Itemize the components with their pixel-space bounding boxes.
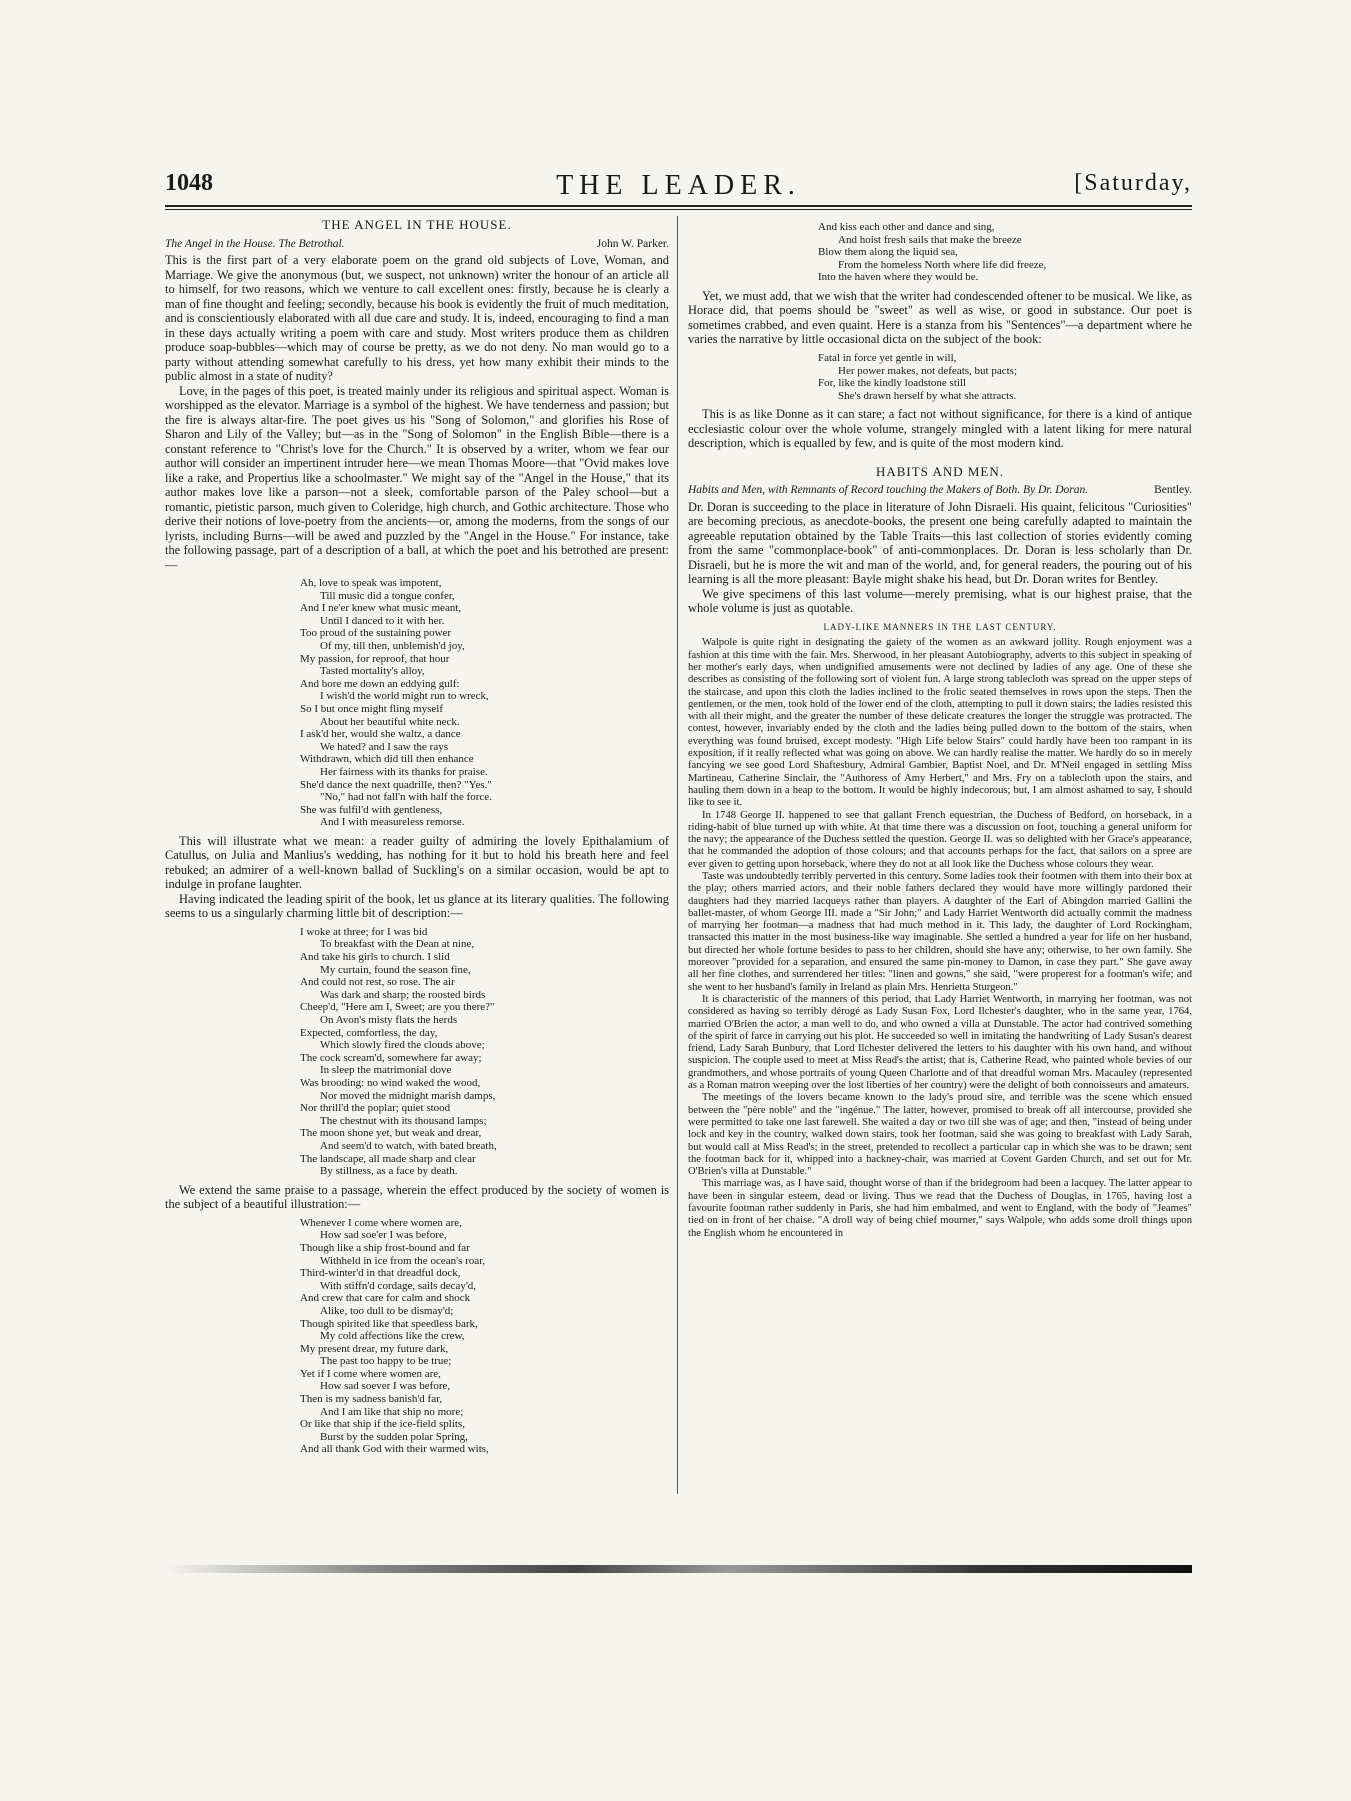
quoted-paragraph: It is characteristic of the manners of this period, that Lady Harriet Wentworth, in marrying her footman, was not considered as having so terribly dérogé as Lady Susan Fox, Lord Ilchester's daughter, who in the same year, 1764, married O'Brien the actor, a man well to do, and who owned a villa at Dunstable. The actor had contrived something of the spirit of farce in carrying out his plot. He succeeded so well in imitating the handwriting of Lady Susan's dearest friend, Lady Sarah Bunbury, that Lord Ilchester delivered the letters to his daughter with his own hand, and without suspicion. The couple used to meet at Miss Read's the artist; that is, Catherine Read, who painted whole bevies of our grandmothers, and whose portraits of young Queen Charlotte and of that dreadful woman Mrs. Macauley (represented as a Roman matron weeping over the lost liberties of her country) were the delight of both connoisseurs and amateurs. xyxy=(688,993,1192,1092)
verse-line: I ask'd her, would she waltz, a dance xyxy=(300,728,461,741)
verse-line: About her beautiful white neck. xyxy=(320,715,460,728)
verse-line: The cock scream'd, somewhere far away; xyxy=(300,1051,482,1064)
paragraph: We extend the same praise to a passage, wherein the effect produced by the society of women is the subject of a beautiful illustration:— xyxy=(165,1182,669,1212)
verse-line: Of my, till then, unblemish'd joy, xyxy=(320,639,465,652)
newspaper-title: THE LEADER. xyxy=(556,170,801,201)
verse-line: From the homeless North where life did freeze, xyxy=(838,258,1047,271)
verse-line: Till music did a tongue confer, xyxy=(320,589,455,602)
quoted-paragraph: The meetings of the lovers became known to the lady's proud sire, and terrible was the scene which ensued between the "père noble" and the "ingénue." The latter, however, promised to break off all intercourse, provided she were permitted to take one last farewell. She waited a day or two till she was of age; and then, "instead of being under lock and key in the country, walked down stairs, took her footman, said she was going to breakfast with Lady Sarah, but would call at Miss Read's; in the street, pretended to recollect a particular cap in which she was to be drawn; sent the footman back for it, whipped into a hackney-chair, was married at Covent Garden Church, and set out for Mr. O'Brien's villa at Dunstable." xyxy=(688,1092,1192,1178)
verse-quote xyxy=(165,577,669,829)
left-column xyxy=(165,216,669,1461)
verse-quote xyxy=(165,1217,669,1456)
dateline: [Saturday, xyxy=(1074,170,1192,196)
verse-line: And I with measureless remorse. xyxy=(320,816,465,829)
verse-line: Alike, too dull to be dismay'd; xyxy=(320,1304,454,1317)
verse-line: Expected, comfortless, the day, xyxy=(300,1026,438,1039)
masthead-rule-thin xyxy=(165,209,1192,210)
verse-line: Tasted mortality's alloy, xyxy=(320,665,425,678)
verse-line: We hated? and I saw the rays xyxy=(320,740,449,753)
paragraph: Dr. Doran is succeeding to the place in literature of John Disraeli. His quaint, felicitous "Curiosities" are becoming precious, as anecdote-books, the present one being carefully adapted to maintain the agreeable reputation obtained by the Table Traits—this last collection of stories evidently coming from the same "commonplace-book" of anti-commonplaces. Dr. Doran is less scholarly than Dr. Disraeli, but he is more the wit and man of the world, and, for general readers, the pouring out of his learning is all the more pleasant: Bayle might shake his head, but Dr. Doran writes for Bentley. xyxy=(688,499,1192,587)
verse-line: Third-winter'd in that dreadful dock, xyxy=(300,1267,461,1280)
verse-line: My present drear, my future dark, xyxy=(300,1342,449,1355)
quoted-paragraph: Taste was undoubtedly terribly perverted in this century. Some ladies took their footmen with them into their box at the play; others married actors, and their noble fathers declared they would have more willingly pardoned their daughters had they married lacqueys rather than players. A daughter of the Earl of Abingdon married Gallini the ballet-master, of whom George III. made a "Sir John;" and Lady Harriet Wentworth did actually commit the madness of marrying her footman—a madness that had much method in it. This lady, the daughter of Lord Rockingham, transacted this matter in the most business-like way imaginable. She settled a hundred a year for life on her husband, but directed her whole fortune besides to pass to her children, should she have any; otherwise, to her own family. She moreover "provided for a separation, and ensured the same pin-money to Damon, in case they part." She gave away all her fine clothes, and surrendered her titles: "linen and gowns," she said, "were properest for a footman's wife; and she went to her husband's family in Ireland as plain Mrs. Henrietta Sturgeon." xyxy=(688,870,1192,993)
paragraph: This will illustrate what we mean: a reader guilty of admiring the lovely Epithalamium of Catullus, on Julia and Manlius's wedding, has nothing for it but to hold his breath here and feel rebuked; an admirer of a well-known ballad of Suckling's on a similar occasion, would be apt to indulge in profane laughter. xyxy=(165,833,669,892)
verse-line: And I am like that ship no more; xyxy=(320,1405,464,1418)
verse-line: The chestnut with its thousand lamps; xyxy=(320,1114,487,1127)
verse-line: With stiffn'd cordage, sails decay'd, xyxy=(320,1279,477,1292)
verse-line: And seem'd to watch, with bated breath, xyxy=(320,1139,497,1152)
paragraph: This is as like Donne as it can stare; a fact not without significance, for there is a kind of antique ecclesiastic colour over the whole volume, strangely mingled with a latent liking for mere natural description, which is equalled by few, and is quite of the most modern kind. xyxy=(688,407,1192,451)
verse-line: Her power makes, not defeats, but pacts; xyxy=(838,364,1017,377)
verse-line: By stillness, as a face by death. xyxy=(320,1165,458,1178)
paragraph: We give specimens of this last volume—merely premising, what is our highest praise, that the whole volume is just as quotable. xyxy=(688,586,1192,616)
verse-line: My curtain, found the season fine, xyxy=(320,963,471,976)
scan-edge-artifact xyxy=(165,1565,1192,1573)
verse-line: To breakfast with the Dean at nine, xyxy=(320,938,475,951)
masthead-rule xyxy=(165,205,1192,207)
verse-line: On Avon's misty flats the herds xyxy=(320,1014,458,1027)
page-number: 1048 xyxy=(165,170,213,196)
article-byline xyxy=(165,237,669,252)
verse-line: Or like that ship if the ice-field splits, xyxy=(300,1418,465,1431)
verse-quote xyxy=(688,221,1192,284)
verse-line: She was fulfil'd with gentleness, xyxy=(300,803,443,816)
byline-work: The Angel in the House. The Betrothal. xyxy=(165,237,345,250)
verse-line: So I but once might fling myself xyxy=(300,702,443,715)
verse-line: Blow them along the liquid sea, xyxy=(818,246,958,259)
verse-line: How sad soe'er I was before, xyxy=(320,1229,447,1242)
article-byline xyxy=(688,483,1192,498)
verse-line: For, like the kindly loadstone still xyxy=(818,377,967,390)
right-column xyxy=(688,216,1192,1240)
verse-line: Withheld in ice from the ocean's roar, xyxy=(320,1254,486,1267)
verse-line: Withdrawn, which did till then enhance xyxy=(300,753,474,766)
article-heading-habits: HABITS AND MEN. xyxy=(875,463,1005,479)
verse-line: And all thank God with their warmed wits, xyxy=(300,1443,489,1456)
verse-line: Then is my sadness banish'd far, xyxy=(300,1393,443,1406)
quoted-paragraph: Walpole is quite right in designating the gaiety of the women as an awkward jollity. Rough enjoyment was a fashion at this time with the fair. Mrs. Sherwood, in her pleasant Autobiography, adverts to this subject in speaking of her mother's early days, when undignified amusements were not declined by ladies of any age. One of these she describes as consisting of the following sort of violent fun. A large strong tablecloth was spread on the upper steps of the staircase, and upon this cloth the ladies inclined to the frolic seated themselves in rows upon the steps. Then the gentlemen, or the men, took hold of the lower end of the cloth, attempting to pull it down stairs; the ladies resisted this with all their might, and the greater the number of these delicate creatures the longer the struggle was protracted. The contest, however, invariably ended by the cloth and the ladies being pulled down to the bottom of the stairs, when everything was found bruised, except modesty. "High Life below Stairs" could hardly have been too rampant in its exposition, if it really reflected what was going on above. We can hardly realise the matter. We hardly do so in merely fancying we see good Lord Shaftesbury, Admiral Gambier, Baptist Noel, and Dr. M'Neil engaged in settling Miss Martineau, Catherine Sinclair, the "Authoress of Amy Herbert," and Mrs. Fry on a tablecloth upon the stairs, and hauling them down in a heap to the bottom. It would be highly indecorous; but, I am almost ashamed to say, I should like to see it. xyxy=(688,637,1192,809)
verse-quote xyxy=(688,352,1192,402)
verse-line: "No," had not fall'n with half the force. xyxy=(320,791,492,804)
verse-line: My passion, for reproof, that hour xyxy=(300,652,450,665)
column-divider xyxy=(677,216,678,1494)
verse-line: And kiss each other and dance and sing, xyxy=(818,221,995,233)
verse-line: Fatal in force yet gentle in will, xyxy=(818,351,957,364)
paragraph: Yet, we must add, that we wish that the writer had condescended oftener to be musical. We like, as Horace did, that poems should be "sweet" as well as wise, or good in substance. Our poet is sometimes crabbed, and even quaint. Here is a stanza from his "Sentences"—a department where he varies the narrative by little occasional dicta on the subject of the book: xyxy=(688,288,1192,347)
verse-line: I woke at three; for I was bid xyxy=(300,925,428,938)
section-subheading: LADY-LIKE MANNERS IN THE LAST CENTURY. xyxy=(823,621,1057,632)
quoted-paragraph: In 1748 George II. happened to see that gallant French equestrian, the Duchess of Bedford, on horseback, in a riding-habit of blue turned up with white. At that time there was a discussion on foot, touching a general uniform for the navy; the appearance of the Duchess settled the question. George II. was so delighted with her Grace's appearance, that he commanded the adoption of those colours; and that accounts perhaps for the fact, that sailors on a spree are ever given to getting upon horseback, where they do not at all look like the Duchess whose colours they wear. xyxy=(688,809,1192,870)
verse-line: Too proud of the sustaining power xyxy=(300,627,452,640)
paragraph: Having indicated the leading spirit of the book, let us glance at its literary qualities. The following seems to us a singularly charming little bit of description:— xyxy=(165,891,669,921)
verse-line: Cheep'd, "Here am I, Sweet; are you there?" xyxy=(300,1001,495,1014)
verse-line: Whenever I come where women are, xyxy=(300,1216,462,1229)
byline-publisher: Bentley. xyxy=(1154,484,1192,497)
verse-line: The past too happy to be true; xyxy=(320,1355,452,1368)
verse-line: My cold affections like the crew, xyxy=(320,1330,465,1343)
byline-publisher: John W. Parker. xyxy=(596,237,669,250)
paragraph: Love, in the pages of this poet, is treated mainly under its religious and spiritual aspect. Woman is worshipped as the elevator. Marriage is a symbol of the highest. We have tenderness and passion; but the fire is always altar-fire. The poet gives us his "Song of Solomon," and glorifies his Rose of Sharon and Lily of the Valley; but—as in the "Song of Solomon" in the English Bible—there is a constant reference to "Christ's love for the Church." It is observed by a writer, whom we fear our author will consider an impertinent intruder here—we mean Thomas Moore—that "Ovid makes love like a rake, and Propertius like a schoolmaster." We might say of the "Angel in the House," that its author makes love like a parson—not a sleek, comfortable parson of the Paley school—but a romantic, pietistic parson, much given to Coleridge, high church, and Gothic architecture. Those who derive their notions of love-poetry from the ancients—or, among the moderns, from the songs of our lyrists, including Burns—will be awed and puzzled by the "Angel in the House." For instance, take the following passage, part of a description of a ball, at which the poet and his betrothed are present:— xyxy=(165,383,669,572)
verse-line: She's drawn herself by what she attracts. xyxy=(838,389,1017,402)
verse-line: How sad soever I was before, xyxy=(320,1380,451,1393)
verse-line: Though spirited like that speedless bark, xyxy=(300,1317,478,1330)
verse-line: Was dark and sharp; the roosted birds xyxy=(320,988,486,1001)
paragraph: This is the first part of a very elaborate poem on the grand old subjects of Love, Woman, and Marriage. We give the anonymous (but, we suspect, not unknown) writer the honour of an article all to himself, for two reasons, which we venture to call excellent ones: firstly, because he is clearly a man of fine thought and feeling; secondly, because his book is evidently the fruit of much meditation, and is conscientiously elaborated with all due care and study. It is, indeed, encouraging to find a man in these days actually writing a poem with care and study. Most writers produce them as children produce soap-bubbles—which may of course be pretty, as we do not deny. No man would go to a party without attending somewhat carefully to his dress, yet how many exhibit their minds to the public almost in a state of nudity? xyxy=(165,253,669,383)
verse-quote xyxy=(165,926,669,1178)
article-heading-angel: THE ANGEL IN THE HOUSE. xyxy=(322,217,512,232)
verse-line: Nor thrill'd the poplar; quiet stood xyxy=(300,1102,451,1115)
verse-line: Until I danced to it with her. xyxy=(320,614,445,627)
verse-line: The landscape, all made sharp and clear xyxy=(300,1152,476,1165)
verse-line: And take his girls to church. I slid xyxy=(300,951,450,964)
verse-line: And crew that care for calm and shock xyxy=(300,1292,471,1305)
verse-line: The moon shone yet, but weak and drear, xyxy=(300,1127,482,1140)
verse-line: Burst by the sudden polar Spring, xyxy=(320,1430,468,1443)
verse-line: Was brooding: no wind waked the wood, xyxy=(300,1077,481,1089)
verse-line: I wish'd the world might run to wreck, xyxy=(320,690,489,703)
verse-line: And hoist fresh sails that make the breeze xyxy=(838,233,1022,246)
verse-line: Into the haven where they would be. xyxy=(818,271,979,284)
verse-line: Which slowly fired the clouds above; xyxy=(320,1039,485,1052)
verse-line: Her fairness with its thanks for praise. xyxy=(320,765,488,778)
verse-line: And could not rest, so rose. The air xyxy=(300,976,455,989)
verse-line: Nor moved the midnight marish damps, xyxy=(320,1089,496,1102)
verse-line: And I ne'er knew what music meant, xyxy=(300,602,462,615)
verse-line: In sleep the matrimonial dove xyxy=(320,1064,452,1077)
verse-line: Ah, love to speak was impotent, xyxy=(300,577,442,589)
verse-line: And bore me down an eddying gulf: xyxy=(300,677,460,690)
verse-line: Yet if I come where women are, xyxy=(300,1367,441,1380)
quoted-paragraph: This marriage was, as I have said, thought worse of than if the bridegroom had been a lacquey. The latter appear to have been in singular esteem, dead or living. Thus we read that the Duchess of Douglas, in 1765, having lost a favourite footman rather suddenly in Paris, she had him embalmed, and went to England, with the body of "Jeames" tied on in front of her chaise. "A droll way of being chief mourner," says Walpole, who adds some droll things upon the English whom he encountered in xyxy=(688,1178,1192,1239)
verse-line: She'd dance the next quadrille, then? "Yes." xyxy=(300,778,492,791)
byline-work: Habits and Men, with Remnants of Record touching the Makers of Both. By Dr. Doran. xyxy=(688,484,1089,497)
masthead xyxy=(165,170,1192,206)
verse-line: Though like a ship frost-bound and far xyxy=(300,1241,470,1254)
